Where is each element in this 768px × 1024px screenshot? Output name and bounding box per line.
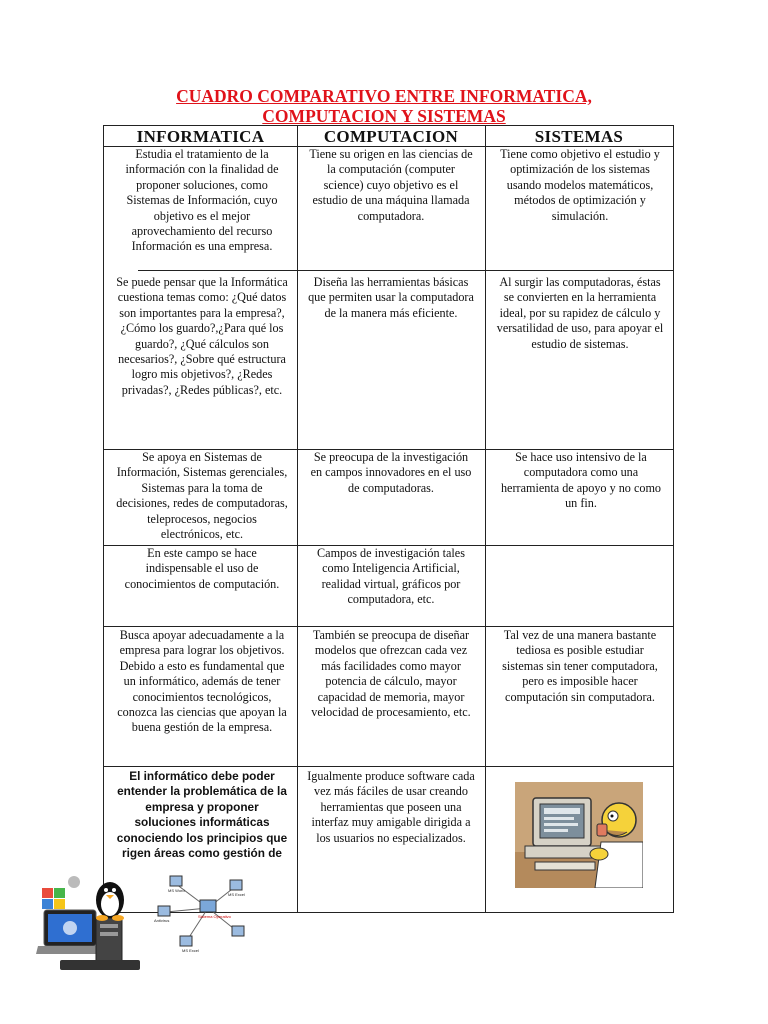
cell-r2-computacion: Diseña las herramientas básicas que permiten usar la computadora de la manera más eficiente. [308, 275, 474, 320]
cell-r4-computacion: Campos de investigación tales como Inteligencia Artificial, realidad virtual, gráficos por computadora, etc. [317, 546, 465, 607]
cell-r2-sistemas: Al surgir las computadoras, éstas se convierten en la herramienta ideal, por su rapidez de cálculo y versatilidad de uso, para apoyar el estudio de sistemas. [496, 275, 664, 351]
diagram-label: MS Word [168, 888, 185, 893]
row-tick [104, 270, 138, 271]
diagram-label: Antivirus [154, 918, 170, 923]
cell-r5-informatica: Busca apoyar adecuadamente a la empresa para lograr los objetivos. Debido a esto es fundamental que un informático, además de tener conocimientos tecnológicos, conozca las ciencias que apoyan la buena gestión de la empresa. [117, 628, 287, 735]
cell-r1-sistemas: Tiene como objetivo el estudio y optimización de los sistemas usando modelos matemáticos, métodos de optimización y simulación. [500, 147, 660, 223]
column-divider [297, 126, 298, 912]
cell-r1-informatica: Estudia el tratamiento de la información con la finalidad de proponer soluciones, como Sistemas de Información, cuyo objetivo es el mejor aprovechamiento del recurso Información es una empresa. [125, 147, 279, 254]
cell-r3-informatica: Se apoya en Sistemas de Información, Sistemas gerenciales, Sistemas para la toma de decisiones, redes de computadoras, teleprocesos, negocios electrónicos, etc. [116, 450, 288, 542]
header-informatica: INFORMATICA [136, 127, 265, 146]
row-divider [104, 270, 673, 271]
diagram-label: Sistema Operativo [198, 914, 231, 919]
cell-r5-sistemas: Tal vez de una manera bastante tediosa es posible estudiar sistemas sin tener computadora, pero es imposible hacer computación sin computadora. [502, 628, 658, 704]
header-computacion: COMPUTACION [323, 127, 459, 146]
row-divider [104, 766, 673, 767]
cell-r5-computacion: También se preocupa de diseñar modelos que ofrezcan cada vez más facilidades como mayor potencia de cálculo, mayor capacidad de memoria, mayor velocidad de procesamiento, etc. [311, 628, 471, 720]
cell-r3-computacion: Se preocupa de la investigación en campos innovadores en el uso de computadoras. [310, 450, 472, 495]
cell-r1-computacion: Tiene su origen en las ciencias de la computación (computer science) cuyo objetivo es el estudio de una máquina llamada computadora. [309, 147, 473, 223]
document-title [100, 86, 668, 126]
cell-r6-informatica: El informático debe poder entender la problemática de la empresa y proponer soluciones informáticas conociendo los principios que rigen áreas como gestión de [116, 769, 288, 861]
title-line-2: COMPUTACION Y SISTEMAS [262, 106, 506, 126]
cell-r2-informatica: Se puede pensar que la Informática cuestiona temas como: ¿Qué datos son importantes para la empresa?, ¿Cómo los guardo?,¿Para qué los guardo?, ¿Qué cálculos son necesarios?, ¿Sobre qué estructura logro mis objetivos?, ¿Redes privadas?, ¿Redes públicas?, etc. [116, 275, 288, 397]
diagram-label: MS Excel [182, 948, 199, 953]
cell-r6-computacion: Igualmente produce software cada vez más fáciles de usar creando herramientas que poseen una interfaz muy amigable dirigida a los usuarios no especializados. [307, 769, 475, 845]
column-divider [485, 126, 486, 912]
cell-r3-sistemas: Se hace uso intensivo de la computadora como una herramienta de apoyo y no como un fin. [500, 450, 662, 511]
title-line-1: CUADRO COMPARATIVO ENTRE INFORMATICA, [176, 86, 592, 106]
row-divider [104, 626, 673, 627]
computer-clipart-collage [36, 862, 268, 978]
header-sistemas: SISTEMAS [534, 127, 624, 146]
cell-r4-informatica: En este campo se hace indispensable el uso de conocimientos de computación. [124, 546, 280, 591]
diagram-label: MS Excel [228, 892, 245, 897]
person-at-computer-illustration [515, 782, 643, 888]
